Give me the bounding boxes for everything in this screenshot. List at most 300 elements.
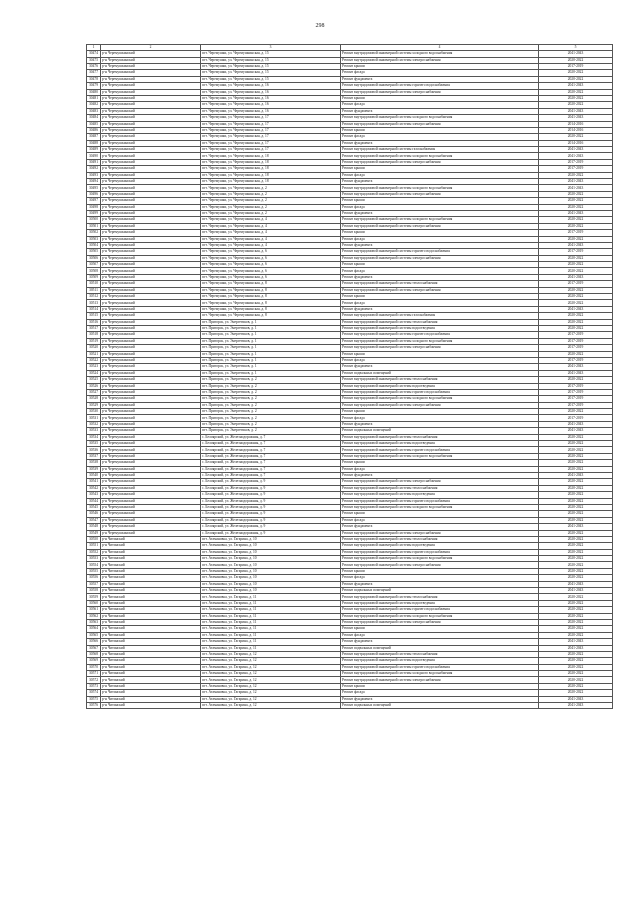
row-number-cell: 30499 [87,210,101,216]
work-type-cell: Ремонт внутридомовой инженерной системы холодного водоснабжения [341,556,539,562]
address-cell: пгт. Пригорск, ул. Энергетиков, д. 1 [201,326,341,332]
row-number-cell: 30567 [87,645,101,651]
row-number-cell: 30544 [87,498,101,504]
row-number-cell: 30482 [87,102,101,108]
row-number-cell: 30574 [87,690,101,696]
district-cell: р-н Черемушкинский [101,236,201,242]
page-number: 298 [315,23,325,29]
district-cell: р-н Черемушкинский [101,326,201,332]
period-cell: 2041-2043 [539,581,613,587]
district-cell: р-н Читинский [101,594,201,600]
row-number-cell: 30476 [87,63,101,69]
work-type-cell: Ремонт фундамента [341,696,539,702]
row-number-cell: 30526 [87,383,101,389]
district-cell: р-н Читинский [101,632,201,638]
district-cell: р-н Черемушкинский [101,153,201,159]
work-type-cell: Ремонт фундамента [341,76,539,82]
address-cell: пгт. Пригорск, ул. Энергетиков, д. 2 [201,402,341,408]
address-cell: пгт. Пригорск, ул. Энергетиков, д. 1 [201,345,341,351]
work-type-cell: Ремонт внутридомовой инженерной системы электроснабжения [341,159,539,165]
row-number-cell: 30537 [87,453,101,459]
row-number-cell: 30551 [87,543,101,549]
period-cell: 2017-2019 [539,338,613,344]
period-cell: 2020-2022 [539,287,613,293]
row-number-cell: 30563 [87,619,101,625]
period-cell: 2041-2043 [539,472,613,478]
address-cell: пгт. Пригорск, ул. Энергетиков, д. 1 [201,370,341,376]
district-cell: р-н Черемушкинский [101,166,201,172]
row-number-cell: 30530 [87,409,101,415]
period-cell: 2020-2022 [539,453,613,459]
row-number-cell: 30487 [87,134,101,140]
period-cell: 2017-2019 [539,383,613,389]
row-number-cell: 30557 [87,581,101,587]
address-cell: пгт. Черемушки, ул. Черемушкинская, д. 17 [201,134,341,140]
work-type-cell: Ремонт фундамента [341,140,539,146]
address-cell: с. Белоярский, ул. Железнодорожная, д. 9 [201,517,341,523]
address-cell: пгт. Черемушки, ул. Черемушкинская, д. 16 [201,95,341,101]
address-cell: пгт. Пригорск, ул. Энергетиков, д. 1 [201,319,341,325]
address-cell: пгт. Атамановка, ул. Гагарина, д. 12 [201,703,341,709]
district-cell: р-н Читинский [101,536,201,542]
address-cell: пгт. Атамановка, ул. Гагарина, д. 10 [201,549,341,555]
work-type-cell: Ремонт внутридомовой инженерной системы водоотведения [341,600,539,606]
row-number-cell: 30478 [87,76,101,82]
work-type-cell: Ремонт фасада [341,575,539,581]
work-type-cell: Ремонт подвальных помещений [341,645,539,651]
address-cell: пгт. Черемушки, ул. Черемушкинская, д. 15 [201,76,341,82]
work-type-cell: Ремонт фасада [341,357,539,363]
work-type-cell: Ремонт внутридомовой инженерной системы газоснабжения [341,313,539,319]
address-cell: пгт. Черемушки, ул. Черемушкинская, д. 4 [201,223,341,229]
period-cell: 2020-2022 [539,632,613,638]
district-cell: р-н Черемушкинский [101,83,201,89]
row-number-cell: 30553 [87,556,101,562]
address-cell: пгт. Пригорск, ул. Энергетиков, д. 2 [201,383,341,389]
row-number-cell: 30570 [87,664,101,670]
work-type-cell: Ремонт крыши [341,626,539,632]
district-cell: р-н Черемушкинский [101,281,201,287]
period-cell: 2041-2043 [539,147,613,153]
work-type-cell: Ремонт внутридомовой инженерной системы теплоснабжения [341,651,539,657]
work-type-cell: Ремонт внутридомовой инженерной системы электроснабжения [341,619,539,625]
period-cell: 2041-2043 [539,645,613,651]
work-type-cell: Ремонт крыши [341,683,539,689]
address-cell: пгт. Черемушки, ул. Черемушкинская, д. 4 [201,217,341,223]
row-number-cell: 30527 [87,389,101,395]
row-number-cell: 30513 [87,300,101,306]
work-type-cell: Ремонт внутридомовой инженерной системы электроснабжения [341,121,539,127]
district-cell: р-н Черемушкинский [101,179,201,185]
address-cell: пгт. Черемушки, ул. Черемушкинская, д. 2 [201,198,341,204]
period-cell: 2020-2022 [539,441,613,447]
period-cell: 2020-2022 [539,619,613,625]
row-number-cell: 30488 [87,140,101,146]
district-cell: р-н Черемушкинский [101,421,201,427]
row-number-cell: 30491 [87,159,101,165]
district-cell: р-н Черемушкинский [101,121,201,127]
district-cell: р-н Черемушкинский [101,524,201,530]
row-number-cell: 30507 [87,262,101,268]
district-cell: р-н Черемушкинский [101,268,201,274]
address-cell: с. Белоярский, ул. Железнодорожная, д. 9 [201,498,341,504]
address-cell: пгт. Черемушки, ул. Черемушкинская, д. 6 [201,268,341,274]
period-cell: 2017-2019 [539,230,613,236]
row-number-cell: 30556 [87,575,101,581]
period-cell: 2041-2043 [539,51,613,57]
row-number-cell: 30475 [87,57,101,63]
work-type-cell: Ремонт внутридомовой инженерной системы электроснабжения [341,191,539,197]
period-cell: 2041-2043 [539,588,613,594]
work-type-cell: Ремонт внутридомовой инженерной системы холодного водоснабжения [341,217,539,223]
period-cell: 2020-2022 [539,294,613,300]
work-type-cell: Ремонт фасада [341,134,539,140]
work-type-cell: Ремонт фундамента [341,179,539,185]
address-cell: пгт. Черемушки, ул. Черемушкинская, д. 4 [201,242,341,248]
work-type-cell: Ремонт фундамента [341,639,539,645]
period-cell: 2017-2019 [539,345,613,351]
row-number-cell: 30573 [87,683,101,689]
address-cell: с. Белоярский, ул. Железнодорожная, д. 7 [201,472,341,478]
district-cell: р-н Черемушкинский [101,294,201,300]
district-cell: р-н Черемушкинский [101,159,201,165]
address-cell: пгт. Атамановка, ул. Гагарина, д. 11 [201,626,341,632]
district-cell: р-н Черемушкинский [101,415,201,421]
district-cell: р-н Черемушкинский [101,472,201,478]
period-cell: 2020-2022 [539,377,613,383]
district-cell: р-н Читинский [101,613,201,619]
period-cell: 2017-2019 [539,357,613,363]
work-type-cell: Ремонт фасада [341,415,539,421]
district-cell: р-н Читинский [101,696,201,702]
period-cell: 2041-2043 [539,639,613,645]
address-cell: пгт. Черемушки, ул. Черемушкинская, д. 15 [201,51,341,57]
row-number-cell: 30510 [87,281,101,287]
period-cell: 2041-2043 [539,364,613,370]
district-cell: р-н Черемушкинский [101,511,201,517]
period-cell: 2020-2022 [539,543,613,549]
work-type-cell: Ремонт внутридомовой инженерной системы теплоснабжения [341,594,539,600]
period-cell: 2020-2022 [539,447,613,453]
address-cell: пгт. Пригорск, ул. Энергетиков, д. 1 [201,364,341,370]
work-type-cell: Ремонт внутридомовой инженерной системы теплоснабжения [341,434,539,440]
row-number-cell: 30485 [87,121,101,127]
work-type-cell: Ремонт внутридомовой инженерной системы теплоснабжения [341,377,539,383]
row-number-cell: 30479 [87,83,101,89]
address-cell: пгт. Черемушки, ул. Черемушкинская, д. 4 [201,230,341,236]
period-cell: 2020-2022 [539,313,613,319]
period-cell: 2020-2022 [539,511,613,517]
district-cell: р-н Черемушкинский [101,447,201,453]
work-type-cell: Ремонт внутридомовой инженерной системы электроснабжения [341,345,539,351]
address-cell: пгт. Пригорск, ул. Энергетиков, д. 2 [201,377,341,383]
district-cell: р-н Черемушкинский [101,364,201,370]
row-number-cell: 30545 [87,504,101,510]
address-cell: пгт. Черемушки, ул. Черемушкинская, д. 8 [201,281,341,287]
district-cell: р-н Черемушкинский [101,466,201,472]
row-number-cell: 30490 [87,153,101,159]
row-number-cell: 30536 [87,447,101,453]
period-cell: 2020-2022 [539,70,613,76]
work-type-cell: Ремонт фундамента [341,274,539,280]
work-type-cell: Ремонт крыши [341,127,539,133]
district-cell: р-н Черемушкинский [101,185,201,191]
work-type-cell: Ремонт внутридомовой инженерной системы электроснабжения [341,677,539,683]
work-type-cell: Ремонт внутридомовой инженерной системы холодного водоснабжения [341,115,539,121]
period-cell: 2041-2043 [539,185,613,191]
district-cell: р-н Читинский [101,651,201,657]
work-type-cell: Ремонт фундамента [341,524,539,530]
period-cell: 2020-2022 [539,530,613,536]
work-type-cell: Ремонт подвальных помещений [341,703,539,709]
row-number-cell: 30515 [87,313,101,319]
address-cell: с. Белоярский, ул. Железнодорожная, д. 9 [201,524,341,530]
row-number-cell: 30496 [87,191,101,197]
district-cell: р-н Черемушкинский [101,306,201,312]
district-cell: р-н Читинский [101,690,201,696]
district-cell: р-н Черемушкинский [101,140,201,146]
work-type-cell: Ремонт крыши [341,63,539,69]
address-cell: пгт. Черемушки, ул. Черемушкинская, д. 8 [201,306,341,312]
column-number: 3 [201,45,341,51]
district-cell: р-н Черемушкинский [101,115,201,121]
address-cell: пгт. Пригорск, ул. Энергетиков, д. 2 [201,396,341,402]
period-cell: 2020-2022 [539,690,613,696]
address-cell: пгт. Черемушки, ул. Черемушкинская, д. 18 [201,166,341,172]
work-type-cell: Ремонт фасада [341,466,539,472]
address-cell: пгт. Черемушки, ул. Черемушкинская, д. 15 [201,63,341,69]
period-cell: 2020-2022 [539,492,613,498]
district-cell: р-н Черемушкинский [101,409,201,415]
address-cell: с. Белоярский, ул. Железнодорожная, д. 9 [201,511,341,517]
row-number-cell: 30560 [87,600,101,606]
work-type-cell: Ремонт фасада [341,690,539,696]
period-cell: 2020-2022 [539,517,613,523]
period-cell: 2020-2022 [539,504,613,510]
period-cell: 2020-2022 [539,255,613,261]
period-cell: 2020-2022 [539,607,613,613]
address-cell: с. Белоярский, ул. Железнодорожная, д. 9 [201,485,341,491]
row-number-cell: 30541 [87,479,101,485]
address-cell: пгт. Черемушки, ул. Черемушкинская, д. 2 [201,204,341,210]
row-number-cell: 30497 [87,198,101,204]
address-cell: с. Белоярский, ул. Железнодорожная, д. 7 [201,434,341,440]
work-type-cell: Ремонт фасада [341,632,539,638]
row-number-cell: 30540 [87,472,101,478]
period-cell: 2041-2043 [539,115,613,121]
work-type-cell: Ремонт крыши [341,198,539,204]
period-cell: 2020-2022 [539,466,613,472]
table-body [87,51,613,709]
address-cell: пгт. Атамановка, ул. Гагарина, д. 10 [201,575,341,581]
period-cell: 2020-2022 [539,568,613,574]
district-cell: р-н Читинский [101,626,201,632]
column-number: 4 [341,45,539,51]
work-type-cell: Ремонт фасада [341,517,539,523]
row-number-cell: 30535 [87,441,101,447]
work-type-cell: Ремонт внутридомовой инженерной системы водоотведения [341,326,539,332]
row-number-cell: 30484 [87,115,101,121]
district-cell: р-н Черемушкинский [101,492,201,498]
address-cell: с. Белоярский, ул. Железнодорожная, д. 9 [201,479,341,485]
district-cell: р-н Читинский [101,683,201,689]
district-cell: р-н Черемушкинский [101,127,201,133]
period-cell: 2020-2022 [539,204,613,210]
work-type-cell: Ремонт фундамента [341,472,539,478]
district-cell: р-н Черемушкинский [101,530,201,536]
row-number-cell: 30558 [87,588,101,594]
work-type-cell: Ремонт крыши [341,511,539,517]
period-cell: 2020-2022 [539,319,613,325]
work-type-cell: Ремонт подвальных помещений [341,588,539,594]
work-type-cell: Ремонт внутридомовой инженерной системы водоотведения [341,441,539,447]
address-cell: пгт. Атамановка, ул. Гагарина, д. 11 [201,594,341,600]
district-cell: р-н Черемушкинский [101,338,201,344]
row-number-cell: 30519 [87,338,101,344]
work-type-cell: Ремонт крыши [341,95,539,101]
row-number-cell: 30555 [87,568,101,574]
district-cell: р-н Читинский [101,664,201,670]
address-cell: пгт. Черемушки, ул. Черемушкинская, д. 2 [201,191,341,197]
period-cell: 2020-2022 [539,658,613,664]
district-cell: р-н Читинский [101,581,201,587]
address-cell: с. Белоярский, ул. Железнодорожная, д. 7 [201,441,341,447]
address-cell: пгт. Черемушки, ул. Черемушкинская, д. 18 [201,153,341,159]
address-cell: пгт. Пригорск, ул. Энергетиков, д. 2 [201,415,341,421]
district-cell: р-н Черемушкинский [101,389,201,395]
row-number-cell: 30514 [87,306,101,312]
address-cell: пгт. Пригорск, ул. Энергетиков, д. 2 [201,389,341,395]
period-cell: 2014-2016 [539,127,613,133]
period-cell: 2020-2022 [539,498,613,504]
address-cell: пгт. Черемушки, ул. Черемушкинская, д. 8 [201,287,341,293]
row-number-cell: 30492 [87,166,101,172]
district-cell: р-н Черемушкинский [101,204,201,210]
district-cell: р-н Черемушкинский [101,172,201,178]
work-type-cell: Ремонт внутридомовой инженерной системы холодного водоснабжения [341,504,539,510]
district-cell: р-н Черемушкинский [101,274,201,280]
row-number-cell: 30511 [87,287,101,293]
address-cell: пгт. Атамановка, ул. Гагарина, д. 11 [201,639,341,645]
period-cell: 2020-2022 [539,600,613,606]
district-cell: р-н Черемушкинский [101,147,201,153]
address-cell: пгт. Атамановка, ул. Гагарина, д. 12 [201,664,341,670]
district-cell: р-н Черемушкинский [101,249,201,255]
period-cell: 2020-2022 [539,262,613,268]
period-cell: 2017-2019 [539,249,613,255]
row-number-cell: 30517 [87,326,101,332]
district-cell: р-н Читинский [101,562,201,568]
address-cell: пгт. Черемушки, ул. Черемушкинская, д. 17 [201,140,341,146]
period-cell: 2041-2043 [539,703,613,709]
district-cell: р-н Черемушкинский [101,89,201,95]
district-cell: р-н Читинский [101,671,201,677]
period-cell: 2041-2043 [539,179,613,185]
address-cell: пгт. Атамановка, ул. Гагарина, д. 10 [201,536,341,542]
period-cell: 2020-2022 [539,651,613,657]
row-number-cell: 30494 [87,179,101,185]
address-cell: пгт. Пригорск, ул. Энергетиков, д. 2 [201,409,341,415]
work-type-cell: Ремонт фасада [341,204,539,210]
district-cell: р-н Черемушкинский [101,210,201,216]
work-type-cell: Ремонт внутридомовой инженерной системы теплоснабжения [341,536,539,542]
row-number-cell: 30565 [87,632,101,638]
address-cell: пгт. Черемушки, ул. Черемушкинская, д. 6 [201,255,341,261]
address-cell: пгт. Черемушки, ул. Черемушкинская, д. 8 [201,300,341,306]
address-cell: с. Белоярский, ул. Железнодорожная, д. 7 [201,447,341,453]
district-cell: р-н Черемушкинский [101,300,201,306]
work-type-cell: Ремонт внутридомовой инженерной системы электроснабжения [341,223,539,229]
row-number-cell: 30480 [87,89,101,95]
address-cell: пгт. Черемушки, ул. Черемушкинская, д. 17 [201,121,341,127]
address-cell: пгт. Атамановка, ул. Гагарина, д. 10 [201,568,341,574]
work-type-cell: Ремонт внутридомовой инженерной системы электроснабжения [341,255,539,261]
work-type-cell: Ремонт крыши [341,351,539,357]
district-cell: р-н Читинский [101,568,201,574]
district-cell: р-н Черемушкинский [101,108,201,114]
district-cell: р-н Черемушкинский [101,287,201,293]
address-cell: пгт. Атамановка, ул. Гагарина, д. 12 [201,651,341,657]
address-cell: пгт. Атамановка, ул. Гагарина, д. 11 [201,619,341,625]
row-number-cell: 30550 [87,536,101,542]
district-cell: р-н Черемушкинский [101,351,201,357]
work-type-cell: Ремонт внутридомовой инженерной системы электроснабжения [341,57,539,63]
work-type-cell: Ремонт внутридомовой инженерной системы электроснабжения [341,402,539,408]
period-cell: 2041-2043 [539,421,613,427]
district-cell: р-н Читинский [101,619,201,625]
row-number-cell: 30543 [87,492,101,498]
district-cell: р-н Читинский [101,645,201,651]
district-cell: р-н Черемушкинский [101,504,201,510]
period-cell: 2041-2043 [539,274,613,280]
row-number-cell: 30554 [87,562,101,568]
row-number-cell: 30493 [87,172,101,178]
period-cell: 2020-2022 [539,95,613,101]
work-type-cell: Ремонт внутридомовой инженерной системы холодного водоснабжения [341,671,539,677]
address-cell: пгт. Атамановка, ул. Гагарина, д. 12 [201,658,341,664]
work-type-cell: Ремонт внутридомовой инженерной системы водоотведения [341,492,539,498]
district-cell: р-н Черемушкинский [101,517,201,523]
row-number-cell: 30522 [87,357,101,363]
district-cell: р-н Черемушкинский [101,319,201,325]
period-cell: 2020-2022 [539,671,613,677]
column-number: 1 [87,45,101,51]
district-cell: р-н Черемушкинский [101,345,201,351]
row-number-cell: 30546 [87,511,101,517]
work-type-cell: Ремонт внутридомовой инженерной системы горячего водоснабжения [341,664,539,670]
row-number-cell: 30516 [87,319,101,325]
district-cell: р-н Черемушкинский [101,434,201,440]
district-cell: р-н Черемушкинский [101,217,201,223]
row-number-cell: 30474 [87,51,101,57]
district-cell: р-н Черемушкинский [101,102,201,108]
row-number-cell: 30523 [87,364,101,370]
row-number-cell: 30489 [87,147,101,153]
work-type-cell: Ремонт внутридомовой инженерной системы холодного водоснабжения [341,153,539,159]
row-number-cell: 30562 [87,613,101,619]
address-cell: пгт. Пригорск, ул. Энергетиков, д. 1 [201,338,341,344]
period-cell: 2041-2043 [539,242,613,248]
address-cell: пгт. Черемушки, ул. Черемушкинская, д. 6 [201,274,341,280]
address-cell: пгт. Атамановка, ул. Гагарина, д. 12 [201,696,341,702]
district-cell: р-н Читинский [101,677,201,683]
period-cell: 2020-2022 [539,683,613,689]
period-cell: 2017-2019 [539,332,613,338]
period-cell: 2020-2022 [539,549,613,555]
row-number-cell: 30512 [87,294,101,300]
work-type-cell: Ремонт фасада [341,172,539,178]
period-cell: 2020-2022 [539,351,613,357]
